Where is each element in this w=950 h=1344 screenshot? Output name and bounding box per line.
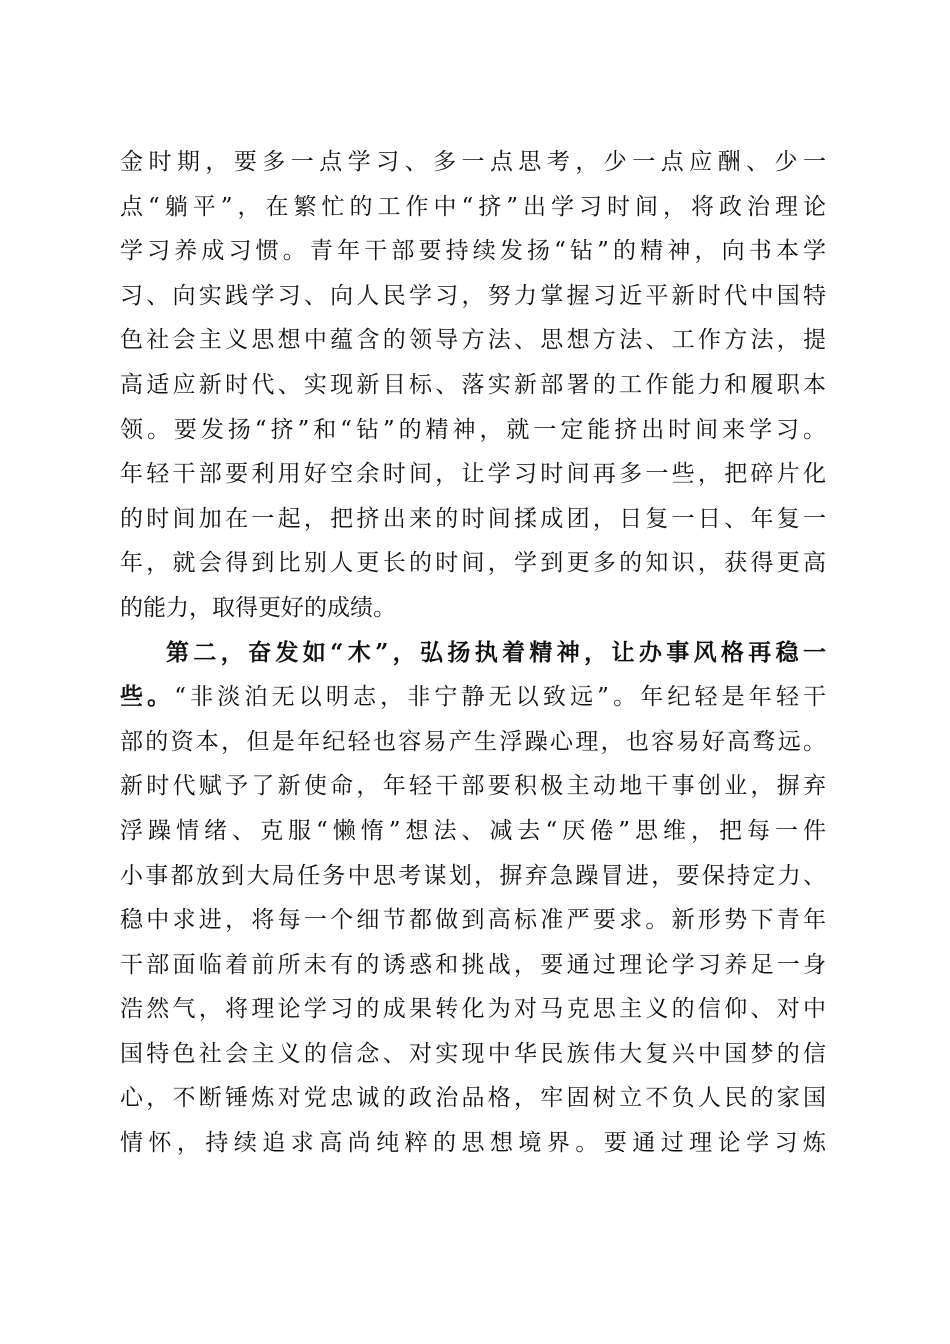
- section-heading-end: 些。: [120, 683, 175, 711]
- text-line: 年，就会得到比别人更长的时间，学到更多的知识，获得更高: [120, 550, 826, 577]
- paragraph-1: [120, 140, 826, 631]
- text-line: 高适应新时代、实现新目标、落实新部署的工作能力和履职本: [120, 371, 826, 398]
- quote-text: “非淡泊无以明志，非宁静无以致远”。年纪轻是年轻干: [174, 684, 826, 711]
- section-heading: 第二，奋发如“木”，弘扬执着精神，让办事风格再稳一: [166, 638, 826, 666]
- text-line: 稳中求进，将每一个细节都做到高标准严要求。新形势下青年: [120, 907, 826, 934]
- text-line: 浮躁情绪、克服“懒惰”想法、减去“厌倦”思维，把每一件: [120, 817, 826, 844]
- text-line: 年轻干部要利用好空余时间，让学习时间再多一些，把碎片化: [120, 461, 826, 488]
- text-line: 点“躺平”，在繁忙的工作中“挤”出学习时间，将政治理论: [120, 193, 826, 220]
- text-line: 情怀，持续追求高尚纯粹的思想境界。要通过理论学习炼: [120, 1130, 826, 1157]
- text-line: 金时期，要多一点学习、多一点思考，少一点应酬、少一: [120, 149, 826, 175]
- text-line: 的能力，取得更好的成绩。: [120, 594, 396, 621]
- text-line: 的时间加在一起，把挤出来的时间揉成团，日复一日、年复一: [120, 505, 826, 532]
- text-line: 干部面临着前所未有的诱惑和挑战，要通过理论学习养足一身: [120, 951, 826, 978]
- text-line: 领。要发扬“挤”和“钻”的精神，就一定能挤出时间来学习。: [120, 416, 826, 443]
- text-line: 习、向实践学习、向人民学习，努力掌握习近平新时代中国特: [120, 282, 826, 309]
- document-page: [120, 140, 826, 1166]
- text-line: 学习养成习惯。青年干部要持续发扬“钻”的精神，向书本学: [120, 238, 826, 265]
- text-line: 部的资本，但是年纪轻也容易产生浮躁心理，也容易好高骛远。: [120, 728, 826, 755]
- text-line: 浩然气，将理论学习的成果转化为对马克思主义的信仰、对中: [120, 996, 826, 1023]
- text-line: [120, 675, 826, 720]
- paragraph-2: [120, 631, 826, 1166]
- text-line: 色社会主义思想中蕴含的领导方法、思想方法、工作方法，提: [120, 327, 826, 354]
- text-line: 小事都放到大局任务中思考谋划，摒弃急躁冒进，要保持定力、: [120, 862, 826, 889]
- text-line: 国特色社会主义的信念、对实现中华民族伟大复兴中国梦的信: [120, 1040, 826, 1067]
- text-line: 新时代赋予了新使命，年轻干部要积极主动地干事创业，摒弃: [120, 773, 826, 800]
- text-line: 心，不断锤炼对党忠诚的政治品格，牢固树立不负人民的家国: [120, 1085, 826, 1112]
